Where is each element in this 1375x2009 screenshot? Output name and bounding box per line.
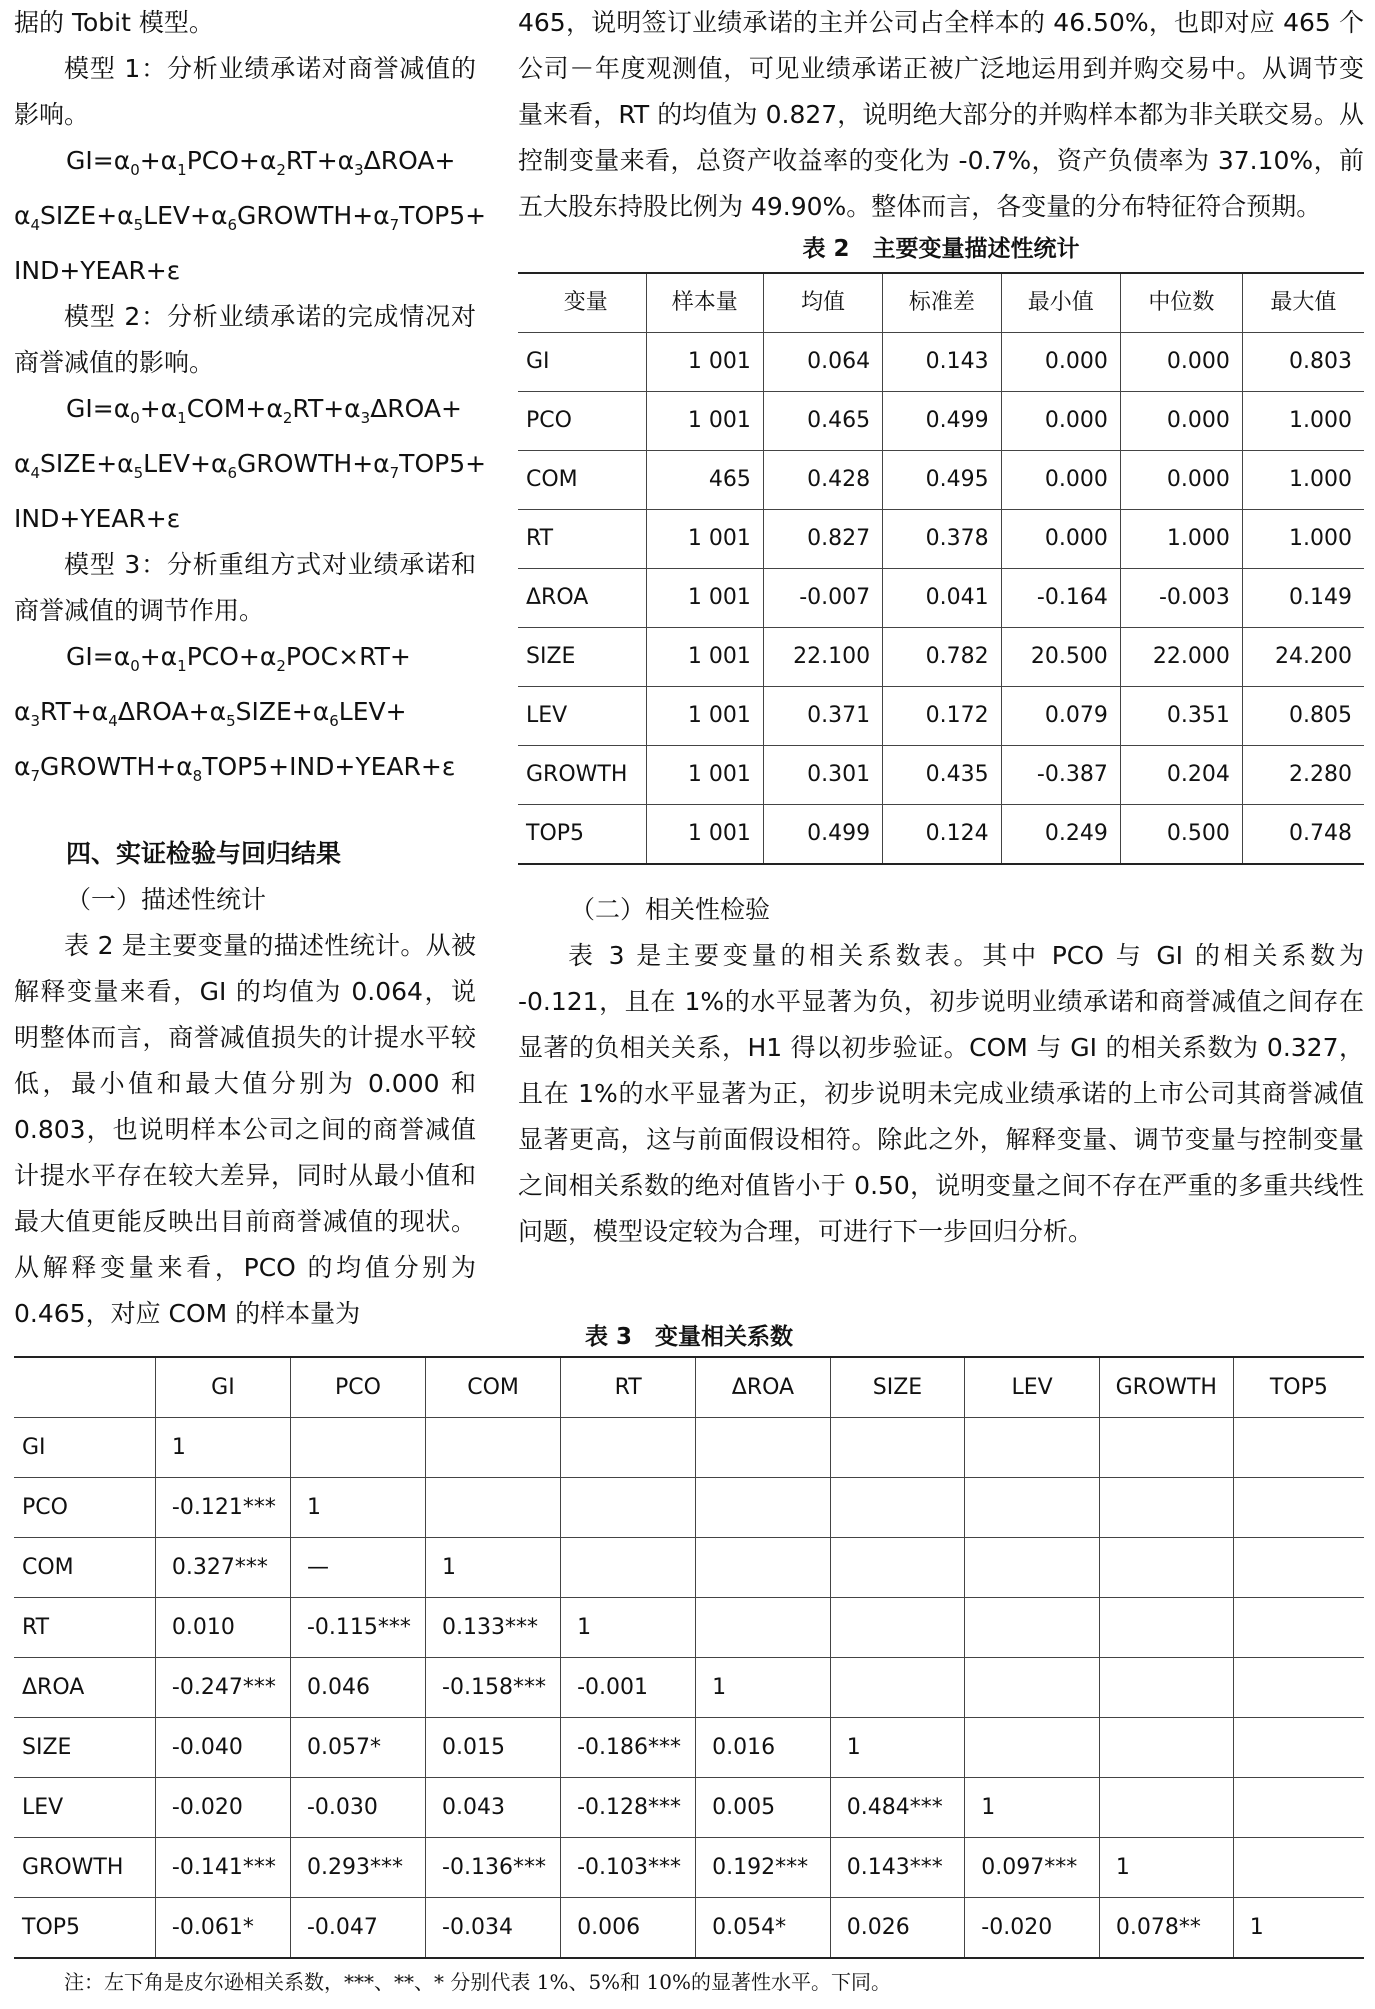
table2-cell: -0.387 bbox=[1001, 746, 1120, 805]
table3-row bbox=[14, 1658, 1364, 1718]
table2-header-cell: 标准差 bbox=[883, 273, 1001, 333]
table3-row bbox=[14, 1538, 1364, 1598]
table2-cell: 0.499 bbox=[883, 392, 1001, 451]
table3-cell: -0.034 bbox=[426, 1898, 561, 1959]
table3-cell: -0.103*** bbox=[561, 1838, 696, 1898]
table3-cell bbox=[1233, 1538, 1364, 1598]
model-1-desc: 模型 1：分析业绩承诺对商誉减值的影响。 bbox=[14, 54, 476, 129]
table3-cell bbox=[965, 1418, 1100, 1478]
table3-cell: -0.030 bbox=[290, 1778, 425, 1838]
table2-cell: 20.500 bbox=[1001, 628, 1120, 687]
table2-cell: -0.003 bbox=[1120, 569, 1242, 628]
table3-cell: -0.158*** bbox=[426, 1658, 561, 1718]
table3-cell: TOP5 bbox=[14, 1898, 155, 1959]
para-0: 据的 Tobit 模型。 bbox=[14, 8, 214, 37]
table2-row bbox=[518, 687, 1364, 746]
table3-cell: ΔROA bbox=[14, 1658, 155, 1718]
table2-cell: 0.000 bbox=[1001, 392, 1120, 451]
table3-cell bbox=[561, 1478, 696, 1538]
table-3 bbox=[14, 1356, 1364, 1959]
table3-cell: -0.186*** bbox=[561, 1718, 696, 1778]
table3-cell bbox=[965, 1718, 1100, 1778]
table-note: 注：左下角是皮尔逊相关系数，***、**、* 分别代表 1%、5%和 10%的显著性水平。下同。 bbox=[64, 1970, 891, 1994]
table3-cell: -0.136*** bbox=[426, 1838, 561, 1898]
table-3-caption: 表 3 变量相关系数 bbox=[584, 1324, 793, 1350]
table3-cell: GI bbox=[14, 1418, 155, 1478]
table2-cell: 1 001 bbox=[646, 687, 763, 746]
table3-header-cell: TOP5 bbox=[1269, 1375, 1328, 1400]
table3-cell bbox=[290, 1418, 425, 1478]
table3-cell: 1 bbox=[155, 1418, 290, 1478]
table2-cell: 465 bbox=[646, 451, 763, 510]
table3-cell bbox=[561, 1538, 696, 1598]
table-2 bbox=[518, 272, 1364, 865]
table2-row bbox=[518, 746, 1364, 805]
table3-cell: LEV bbox=[14, 1778, 155, 1838]
table2-cell: 0.149 bbox=[1242, 569, 1364, 628]
table2-cell: 0.803 bbox=[1242, 333, 1364, 392]
table3-cell bbox=[696, 1418, 831, 1478]
table3-cell: GROWTH bbox=[14, 1838, 155, 1898]
table2-row bbox=[518, 392, 1364, 451]
table2-cell: 1 001 bbox=[646, 746, 763, 805]
table2-cell: LEV bbox=[518, 687, 646, 746]
table3-header-cell bbox=[14, 1357, 155, 1418]
table3-cell: 0.327*** bbox=[155, 1538, 290, 1598]
table2-cell: 0.805 bbox=[1242, 687, 1364, 746]
table2-cell: RT bbox=[518, 510, 646, 569]
table3-cell bbox=[1099, 1658, 1233, 1718]
table3-cell: -0.128*** bbox=[561, 1778, 696, 1838]
table2-cell: 0.371 bbox=[763, 687, 882, 746]
table2-cell: 0.351 bbox=[1120, 687, 1242, 746]
table3-cell: -0.040 bbox=[155, 1718, 290, 1778]
table2-cell: 0.124 bbox=[883, 805, 1001, 865]
table2-cell: 24.200 bbox=[1242, 628, 1364, 687]
table3-cell: 0.192*** bbox=[696, 1838, 831, 1898]
table3-cell: RT bbox=[14, 1598, 155, 1658]
table3-cell bbox=[1099, 1418, 1233, 1478]
table2-cell: 0.000 bbox=[1001, 451, 1120, 510]
table2-cell: 0.079 bbox=[1001, 687, 1120, 746]
table2-row bbox=[518, 451, 1364, 510]
table2-header-cell: 变量 bbox=[518, 273, 646, 333]
table3-row bbox=[14, 1418, 1364, 1478]
table2-cell: 0.827 bbox=[763, 510, 882, 569]
table3-cell: 1 bbox=[290, 1478, 425, 1538]
table3-cell: 1 bbox=[830, 1718, 965, 1778]
model-2-desc: 模型 2：分析业绩承诺的完成情况对商誉减值的影响。 bbox=[14, 302, 476, 377]
table3-cell bbox=[1233, 1478, 1364, 1538]
table2-cell: 1 001 bbox=[646, 805, 763, 865]
table2-cell: 0.000 bbox=[1001, 510, 1120, 569]
table3-cell bbox=[965, 1478, 1100, 1538]
table2-cell: 1 001 bbox=[646, 333, 763, 392]
table2-cell: 0.499 bbox=[763, 805, 882, 865]
table2-cell: 0.041 bbox=[883, 569, 1001, 628]
table-3-section bbox=[14, 1318, 1364, 1999]
table3-header-cell: GI bbox=[155, 1357, 290, 1418]
right-column bbox=[518, 0, 1364, 1255]
table3-cell: -0.247*** bbox=[155, 1658, 290, 1718]
table3-header-cell: GROWTH bbox=[1099, 1357, 1233, 1418]
table3-cell bbox=[1099, 1718, 1233, 1778]
table3-cell bbox=[696, 1598, 831, 1658]
table3-cell: 0.015 bbox=[426, 1718, 561, 1778]
table3-cell: 1 bbox=[965, 1778, 1100, 1838]
table2-cell: 0.495 bbox=[883, 451, 1001, 510]
table3-cell bbox=[965, 1538, 1100, 1598]
left-column bbox=[14, 0, 487, 1337]
model-1-equation: $GI=\alpha_0+\alpha_1PCO+\alpha_2RT+\alpha_3\Delta ROA+$ $\alpha_4SIZE+\alpha_5LEV+\alpha_6GROWTH+\alpha_7TOP5+$ IND+YEAR+ε bbox=[14, 146, 487, 285]
table3-cell bbox=[830, 1418, 965, 1478]
table3-cell: -0.141*** bbox=[155, 1838, 290, 1898]
table2-cell: 1 001 bbox=[646, 569, 763, 628]
table3-cell bbox=[696, 1538, 831, 1598]
table2-header-cell: 样本量 bbox=[646, 273, 763, 333]
table3-cell: 0.043 bbox=[426, 1778, 561, 1838]
table3-cell: — bbox=[290, 1538, 425, 1598]
table2-cell: PCO bbox=[518, 392, 646, 451]
table3-cell bbox=[1099, 1478, 1233, 1538]
table3-header-cell: ΔROA bbox=[696, 1357, 831, 1418]
table3-row bbox=[14, 1898, 1364, 1959]
table2-cell: 0.000 bbox=[1001, 333, 1120, 392]
table3-cell: 0.054* bbox=[696, 1898, 831, 1959]
model-2-equation: $GI=\alpha_0+\alpha_1COM+\alpha_2RT+\alpha_3\Delta ROA+$ $\alpha_4SIZE+\alpha_5LEV+\alpha_6GROWTH+\alpha_7TOP5+$ IND+YEAR+ε bbox=[14, 394, 487, 533]
table2-row bbox=[518, 569, 1364, 628]
table2-header-cell: 均值 bbox=[763, 273, 882, 333]
table2-cell: 22.000 bbox=[1120, 628, 1242, 687]
table3-cell: -0.047 bbox=[290, 1898, 425, 1959]
table3-cell: 0.097*** bbox=[965, 1838, 1100, 1898]
table3-cell bbox=[830, 1598, 965, 1658]
table2-cell: 2.280 bbox=[1242, 746, 1364, 805]
table2-cell: 0.064 bbox=[763, 333, 882, 392]
table2-cell: 1 001 bbox=[646, 392, 763, 451]
table3-cell bbox=[561, 1418, 696, 1478]
table2-cell: 0.249 bbox=[1001, 805, 1120, 865]
table2-cell: ΔROA bbox=[518, 569, 646, 628]
table3-cell bbox=[1099, 1778, 1233, 1838]
table2-cell: 0.204 bbox=[1120, 746, 1242, 805]
table3-cell: 1 bbox=[561, 1598, 696, 1658]
table3-cell bbox=[965, 1598, 1100, 1658]
table3-cell bbox=[1233, 1778, 1364, 1838]
table2-cell: 1.000 bbox=[1242, 510, 1364, 569]
table3-header-cell: SIZE bbox=[830, 1357, 965, 1418]
table2-cell: GROWTH bbox=[518, 746, 646, 805]
table3-cell: 0.078** bbox=[1099, 1898, 1233, 1959]
table3-cell: 0.484*** bbox=[830, 1778, 965, 1838]
table2-cell: GI bbox=[518, 333, 646, 392]
table2-cell: COM bbox=[518, 451, 646, 510]
table2-cell: 0.172 bbox=[883, 687, 1001, 746]
table3-cell bbox=[830, 1478, 965, 1538]
table3-cell bbox=[1099, 1538, 1233, 1598]
table3-cell: -0.020 bbox=[965, 1898, 1100, 1959]
table3-cell: -0.001 bbox=[561, 1658, 696, 1718]
table3-header-cell: COM bbox=[426, 1357, 561, 1418]
table2-header-cell: 中位数 bbox=[1120, 273, 1242, 333]
table3-cell: 0.005 bbox=[696, 1778, 831, 1838]
table3-header-cell: RT bbox=[561, 1357, 696, 1418]
table3-cell: 0.057* bbox=[290, 1718, 425, 1778]
table3-cell: -0.115*** bbox=[290, 1598, 425, 1658]
table3-cell: -0.020 bbox=[155, 1778, 290, 1838]
table2-cell: TOP5 bbox=[518, 805, 646, 865]
table2-row bbox=[518, 333, 1364, 392]
table2-cell: 1.000 bbox=[1242, 451, 1364, 510]
table2-cell: 0.301 bbox=[763, 746, 882, 805]
table3-cell: 0.016 bbox=[696, 1718, 831, 1778]
table3-cell: COM bbox=[14, 1538, 155, 1598]
table3-row bbox=[14, 1598, 1364, 1658]
table3-cell: -0.061* bbox=[155, 1898, 290, 1959]
subsection-heading-2: （二）相关性检验 bbox=[570, 895, 771, 924]
section-heading: 四、实证检验与回归结果 bbox=[66, 839, 342, 868]
body-paragraph-cont: 465，说明签订业绩承诺的主并公司占全样本的 46.50%，也即对应 465 个公司－年度观测值，可见业绩承诺正被广泛地运用到并购交易中。从调节变量来看，RT 的均值为 0.827，说明绝大部分的并购样本都为非关联交易。从控制变量来看，总资产收益率的变化为 -0.7%，资产负债率为 37.10%，前五大股东持股比例为 49.90%。整体而言，各变量的分布特征符合预期。 bbox=[518, 8, 1364, 221]
table3-cell: 1 bbox=[1233, 1898, 1364, 1959]
table2-cell: 0.378 bbox=[883, 510, 1001, 569]
model-3-equation: $GI=\alpha_0+\alpha_1PCO+\alpha_2POC\times RT+$ $\alpha_3RT+\alpha_4\Delta ROA+\alpha_5SIZE+\alpha_6LEV+$ $\alpha_7GROWTH+\alpha_8TOP5+IND+YEAR+\varepsilon$ bbox=[14, 642, 456, 785]
body-paragraph: 表 2 是主要变量的描述性统计。从被解释变量来看，GI 的均值为 0.064，说明整体而言，商誉减值损失的计提水平较低，最小值和最大值分别为 0.000 和 0.803，也说明样本公司之间的商誉减值计提水平存在较大差异，同时从最小值和最大值更能反映出目前商誉减值的现状。从解释变量来看，PCO 的均值分别为 0.465，对应 COM 的样本量为 bbox=[14, 931, 476, 1328]
table3-cell bbox=[1233, 1598, 1364, 1658]
table3-row bbox=[14, 1778, 1364, 1838]
table2-row bbox=[518, 805, 1364, 865]
model-3-desc: 模型 3：分析重组方式对业绩承诺和商誉减值的调节作用。 bbox=[14, 550, 476, 625]
table2-cell: 1.000 bbox=[1120, 510, 1242, 569]
table2-cell: 0.500 bbox=[1120, 805, 1242, 865]
table3-cell: 0.026 bbox=[830, 1898, 965, 1959]
table2-cell: 0.000 bbox=[1120, 451, 1242, 510]
table3-row bbox=[14, 1478, 1364, 1538]
table3-cell bbox=[1233, 1658, 1364, 1718]
table2-header-cell: 最大值 bbox=[1270, 290, 1337, 315]
table2-cell: 0.143 bbox=[883, 333, 1001, 392]
table3-cell: 1 bbox=[1099, 1838, 1233, 1898]
table2-cell: 1 001 bbox=[646, 510, 763, 569]
table2-cell: 0.748 bbox=[1242, 805, 1364, 865]
table2-cell: 1.000 bbox=[1242, 392, 1364, 451]
table2-header-cell: 最小值 bbox=[1001, 273, 1120, 333]
table2-cell: 0.000 bbox=[1120, 333, 1242, 392]
table3-cell bbox=[1099, 1598, 1233, 1658]
table2-cell: -0.164 bbox=[1001, 569, 1120, 628]
table3-cell: -0.121*** bbox=[155, 1478, 290, 1538]
table3-cell bbox=[1233, 1418, 1364, 1478]
table3-header-cell: LEV bbox=[965, 1357, 1100, 1418]
table2-cell: -0.007 bbox=[763, 569, 882, 628]
table3-cell: 1 bbox=[426, 1538, 561, 1598]
table3-cell: 0.293*** bbox=[290, 1838, 425, 1898]
body-paragraph-2: 表 3 是主要变量的相关系数表。其中 PCO 与 GI 的相关系数为 -0.121，且在 1%的水平显著为负，初步说明业绩承诺和商誉减值之间存在显著的负相关关系，H1 得以初步验证。COM 与 GI 的相关系数为 0.327，且在 1%的水平显著为正，初步说明未完成业绩承诺的上市公司其商誉减值显著更高，这与前面假设相符。除此之外，解释变量、调节变量与控制变量之间相关系数的绝对值皆小于 0.50，说明变量之间不存在严重的多重共线性问题，模型设定较为合理，可进行下一步回归分析。 bbox=[518, 941, 1364, 1246]
table3-cell bbox=[965, 1658, 1100, 1718]
table2-cell: 0.465 bbox=[763, 392, 882, 451]
table3-cell: 0.006 bbox=[561, 1898, 696, 1959]
table-2-caption: 表 2 主要变量描述性统计 bbox=[802, 236, 1080, 262]
table3-cell: 0.046 bbox=[290, 1658, 425, 1718]
table2-cell: 1 001 bbox=[646, 628, 763, 687]
table3-row bbox=[14, 1718, 1364, 1778]
subsection-heading-1: （一）描述性统计 bbox=[66, 885, 267, 914]
table3-header-cell: PCO bbox=[290, 1357, 425, 1418]
table3-cell bbox=[696, 1478, 831, 1538]
table2-row bbox=[518, 510, 1364, 569]
table2-row bbox=[518, 628, 1364, 687]
table2-cell: 0.428 bbox=[763, 451, 882, 510]
table2-cell: SIZE bbox=[518, 628, 646, 687]
table3-cell: 0.133*** bbox=[426, 1598, 561, 1658]
table3-cell bbox=[1233, 1718, 1364, 1778]
table3-cell: 0.010 bbox=[155, 1598, 290, 1658]
table3-cell bbox=[1233, 1838, 1364, 1898]
table3-row bbox=[14, 1838, 1364, 1898]
table3-cell bbox=[830, 1538, 965, 1598]
table3-cell: 1 bbox=[696, 1658, 831, 1718]
table2-cell: 0.000 bbox=[1120, 392, 1242, 451]
table3-cell: PCO bbox=[14, 1478, 155, 1538]
table3-cell bbox=[426, 1478, 561, 1538]
table2-cell: 0.782 bbox=[883, 628, 1001, 687]
table2-cell: 0.435 bbox=[883, 746, 1001, 805]
table3-cell: SIZE bbox=[14, 1718, 155, 1778]
table3-cell bbox=[830, 1658, 965, 1718]
table2-cell: 22.100 bbox=[763, 628, 882, 687]
table3-cell: 0.143*** bbox=[830, 1838, 965, 1898]
table3-cell bbox=[426, 1418, 561, 1478]
